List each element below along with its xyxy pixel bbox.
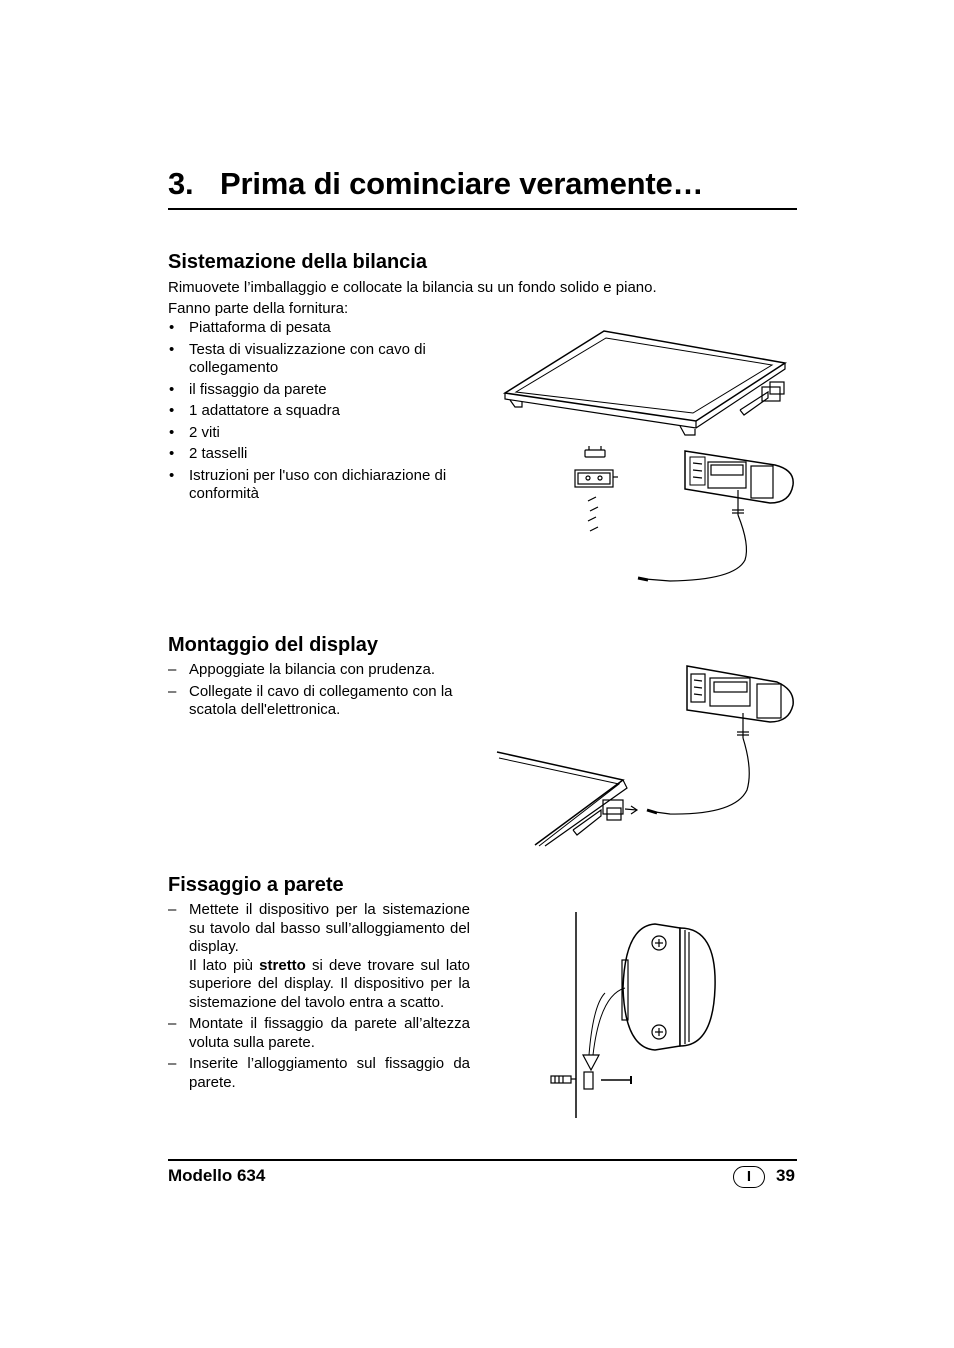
language-badge: I [733,1166,765,1188]
list-item: – Inserite l’alloggiamento sul fissaggio da parete. [168,1055,470,1092]
title-rule [168,208,797,210]
list-item: • 1 adattatore a squadra [168,402,468,421]
fissaggio-steps [168,901,470,1092]
footer-rule [168,1159,797,1161]
step-text: Mettete il dispositivo per la sistemazione su tavolo dal basso sull’alloggiamento del display. [189,901,470,955]
supply-list-container [168,319,468,507]
fissaggio-steps-container [168,901,470,1095]
list-item: – Collegate il cavo di collegamento con la scatola dell'elettronica. [168,683,470,720]
list-item: • il fissaggio da parete [168,381,468,400]
section-title-fissaggio: Fissaggio a parete [168,874,344,896]
list-item: – Appoggiate la bilancia con prudenza. [168,661,470,680]
footer-model: Modello 634 [168,1166,266,1185]
list-intro: Fanno parte della fornitura: [168,300,349,317]
step-note-post: si deve trovare sul lato superiore del display. Il dispositivo per la sistemazione del tavolo entra a scatto. [189,956,471,1011]
supply-list [168,319,468,504]
list-item: – Montate il fissaggio da parete all’altezza voluta sulla parete. [168,1015,470,1052]
section-title-montaggio: Montaggio del display [168,634,379,656]
list-item: • 2 tasselli [168,445,468,464]
montaggio-steps-container [168,661,470,723]
page-number: 39 [776,1166,795,1185]
display-connection-illustration [495,660,800,850]
list-item [168,901,470,1012]
montaggio-steps [168,661,470,720]
list-item: • 2 viti [168,424,468,443]
chapter-title [168,166,703,202]
wall-mount-illustration [545,910,725,1122]
list-item: • Piattaforma di pesata [168,319,468,338]
intro-paragraph: Rimuovete l’imballaggio e collocate la bilancia su un fondo solido e piano. [168,279,657,296]
step-note-bold: stretto [259,956,306,974]
chapter-number: 3. [168,166,194,201]
section-sistemazione-intro [168,277,728,319]
list-item: • Istruzioni per l'uso con dichiarazione di conformità [168,467,468,504]
step-note-pre: Il lato più [189,956,254,974]
scale-supply-illustration [500,325,800,590]
list-item: • Testa di visualizzazione con cavo di collegamento [168,341,468,378]
section-title-sistemazione: Sistemazione della bilancia [168,251,427,273]
chapter-title-text: Prima di cominciare veramente… [220,166,704,201]
